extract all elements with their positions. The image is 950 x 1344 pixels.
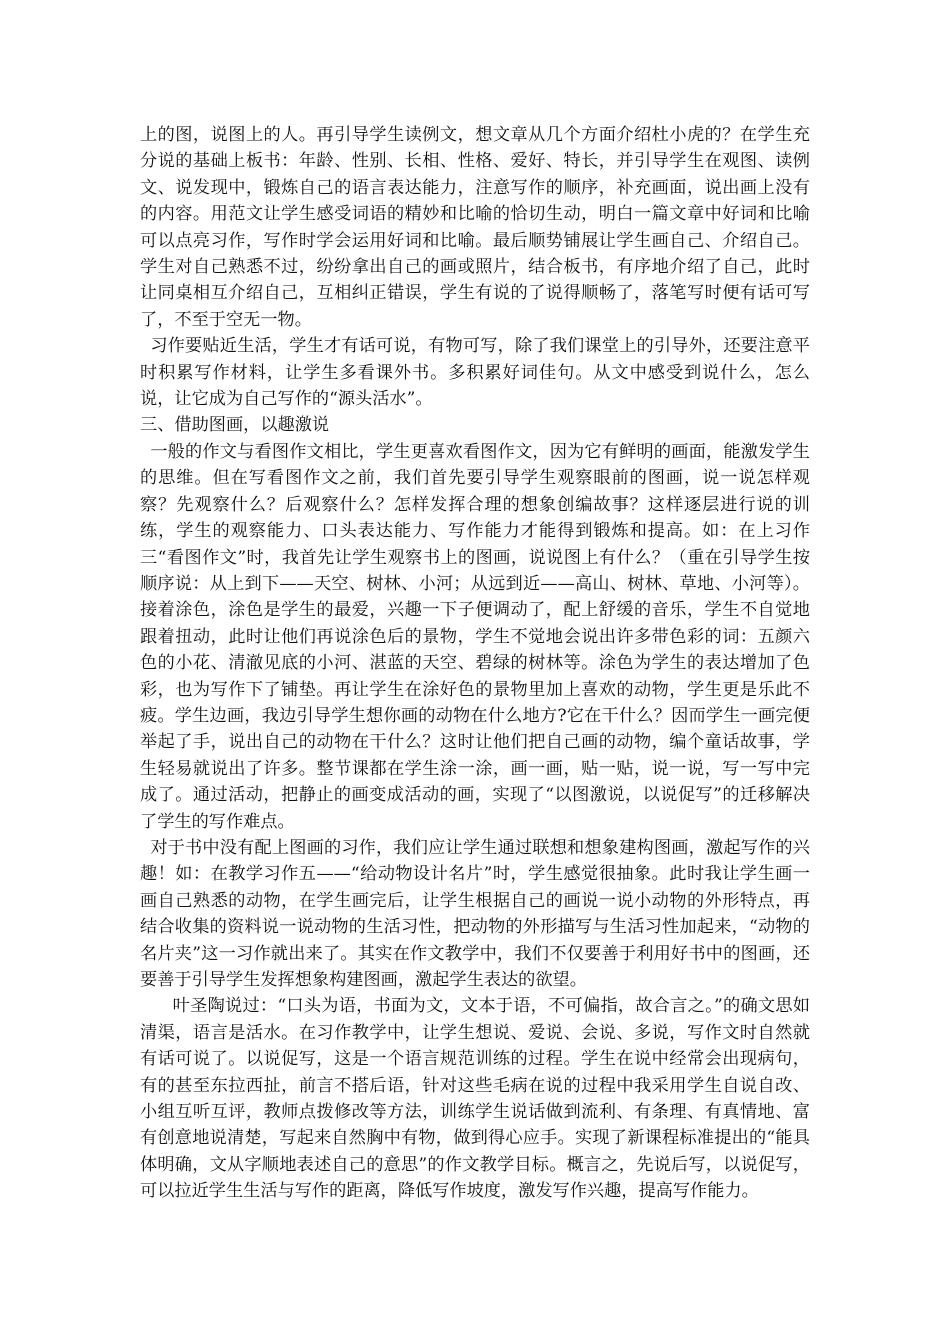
paragraph-picture-writing: 一般的作文与看图作文相比，学生更喜欢看图作文，因为它有鲜明的画面，能激发学生的思维。但在写看图作文之前，我们首先要引导学生观察眼前的图画，说一说怎样观察？先观察什么？后观察什么？怎样发挥合理的想象创编故事？这样逐层进行说的训练，学生的观察能力、口头表达能力、写作能力才能得到锻炼和提高。如：在上习作三“看图作文”时，我首先让学生观察书上的图画，说说图上有什么？（重在引导学生按顺序说：从上到下——天空、树林、小河；从远到近——高山、树林、草地、小河等）。接着涂色，涂色是学生的最爱，兴趣一下子便调动了，配上舒缓的音乐，学生不自觉地跟着扭动，此时让他们再说涂色后的景物，学生不觉地会说出许多带色彩的词：五颜六色的小花、清澈见底的小河、湛蓝的天空、碧绿的树林等。涂色为学生的表达增加了色彩，也为写作下了铺垫。再让学生在涂好色的景物里加上喜欢的动物，学生更是乐此不疲。学生边画，我边引导学生想你画的动物在什么地方?它在干什么？因而学生一画完便举起了手，说出自己的动物在干什么？这时让他们把自己画的动物，编个童话故事，学生轻易就说出了许多。整节课都在学生涂一涂，画一画，贴一贴，说一说，写一写中完成了。通过活动，把静止的画变成活动的画，实现了“以图激说，以说促写”的迁移解决了学生的写作难点。 [140,441,810,832]
paragraph-imagination-pictures: 对于书中没有配上图画的习作，我们应让学生通过联想和想象建构图画，激起写作的兴趣！如：在教学习作五——“给动物设计名片”时，学生感觉很抽象。此时我让学生画一画自己熟悉的动物，在学生画完后，让学生根据自己的画说一说小动物的外形特点，再结合收集的资料说一说动物的生活习性，把动物的外形描写与生活习性加起来，“动物的名片夹”这一习作就出来了。其实在作文教学中，我们不仅要善于利用好书中的图画，还要善于引导学生发挥想象构建图画，激起学生表达的欲望。 [140,837,810,990]
document-page [140,122,810,1205]
paragraph-writing-close-to-life: 习作要贴近生活，学生才有话可说，有物可写，除了我们课堂上的引导外，还要注意平时积累写作材料，让学生多看课外书。多积累好词佳句。从文中感受到说什么，怎么说，让它成为自己写作的“源头活水”。 [140,336,810,410]
section-heading: 三、借助图画，以趣激说 [140,415,330,436]
paragraph-continuation: 上的图，说图上的人。再引导学生读例文，想文章从几个方面介绍杜小虎的？在学生充分说的基础上板书：年龄、性别、长相、性格、爱好、特长，并引导学生在观图、读例文、说发现中，锻炼自己的语言表达能力，注意写作的顺序，补充画面，说出画上没有的内容。用范文让学生感受词语的精妙和比喻的恰切生动，明白一篇文章中好词和比喻可以点亮习作，写作时学会运用好词和比喻。最后顺势铺展让学生画自己、介绍自己。学生对自己熟悉不过，纷纷拿出自己的画或照片，结合板书，有序地介绍了自己，此时让同桌相互介绍自己，互相纠正错误，学生有说的了说得顺畅了，落笔写时便有话可写了，不至于空无一物。 [140,125,810,330]
paragraph-conclusion: 叶圣陶说过：“口头为语，书面为文，文本于语，不可偏指，故合言之。”的确文思如清渠，语言是活水。在习作教学中，让学生想说、爱说、会说、多说，写作文时自然就有话可说了。以说促写，这是一个语言规范训练的过程。学生在说中经常会出现病句，有的甚至东拉西扯，前言不搭后语，针对这些毛病在说的过程中我采用学生自说自改、小组互听互评，教师点拨修改等方法，训练学生说话做到流利、有条理、有真情地、富有创意地说清楚，写起来自然胸中有物，做到得心应手。实现了新课程标准提出的“能具体明确，文从字顺地表述自己的意思”的作文教学目标。概言之，先说后写，以说促写，可以拉近学生生活与写作的距离，降低写作坡度，激发写作兴趣，提高写作能力。 [140,996,810,1202]
